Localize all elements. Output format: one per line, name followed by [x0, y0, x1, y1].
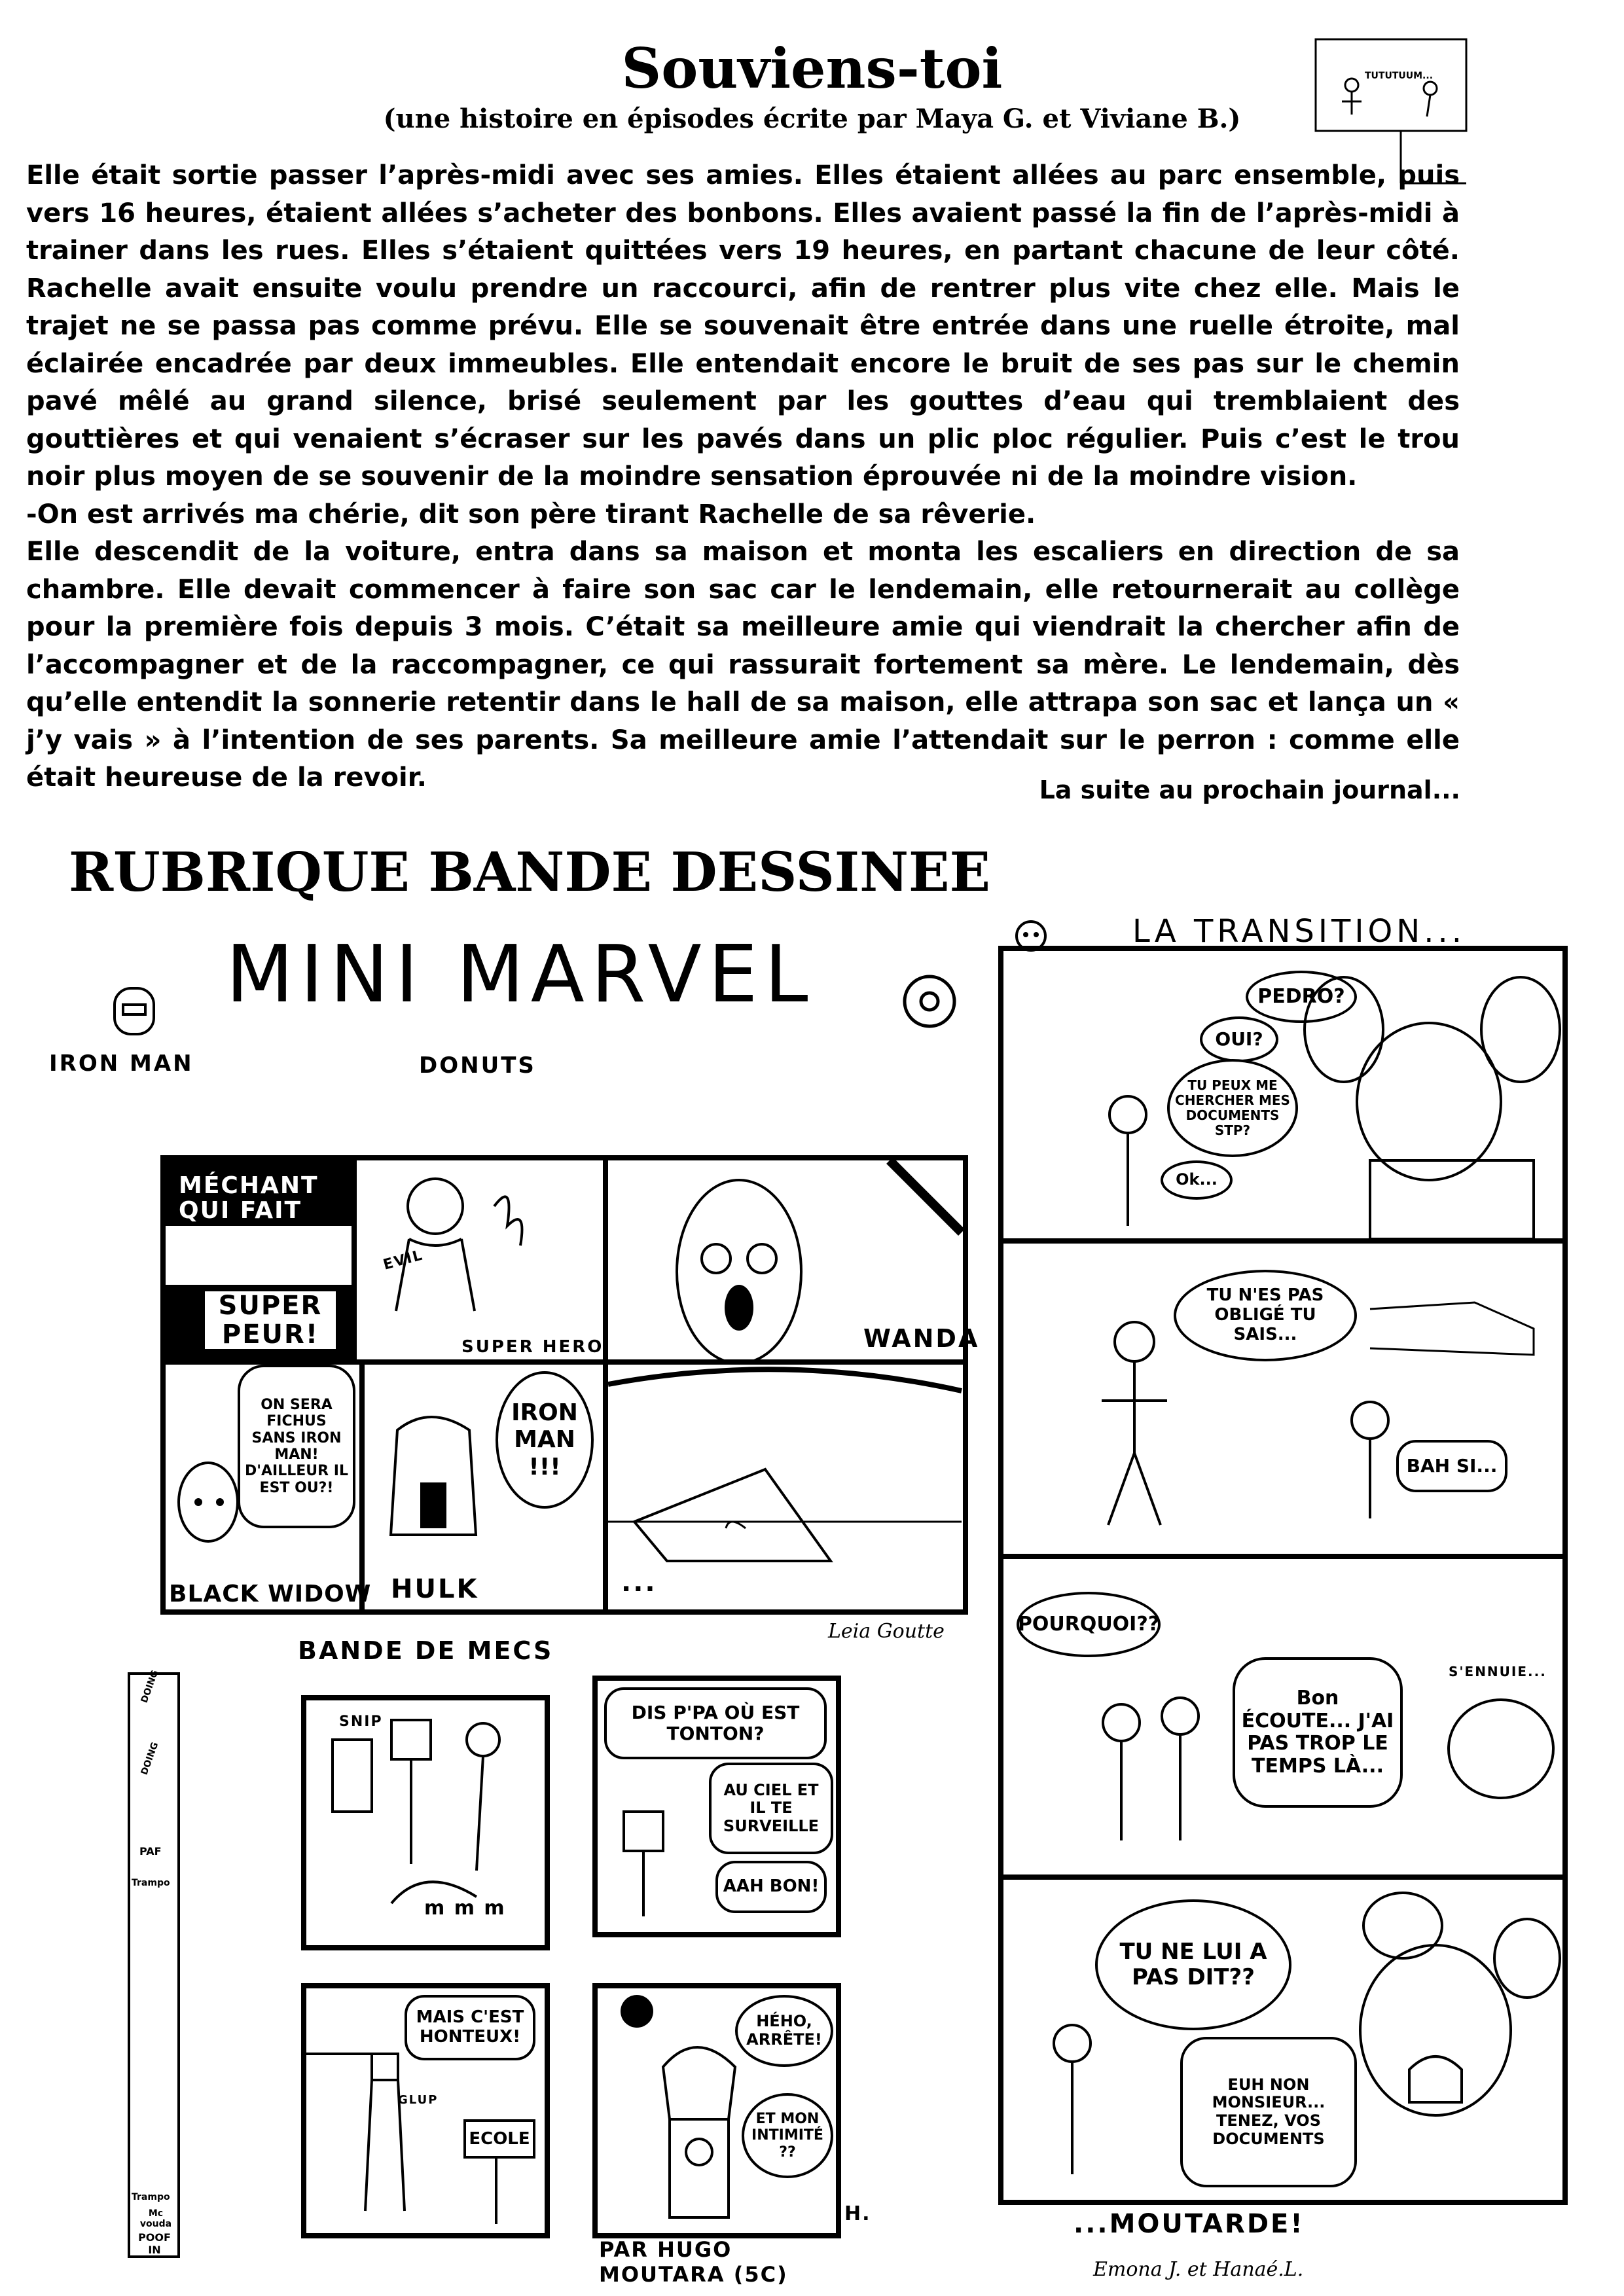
t4-bubble2: EUH NON MONSIEUR... TENEZ, VOS DOCUMENTS: [1180, 2037, 1357, 2187]
panel1-bottom-text: SUPER PEUR!: [205, 1291, 336, 1349]
bande-de-mecs-title: BANDE DE MECS: [298, 1636, 554, 1665]
t2-bubble: TU N'ES PAS OBLIGÉ TU SAIS...: [1174, 1270, 1357, 1361]
panel2-drawing: [370, 1167, 533, 1331]
panel5-caption: HULK: [391, 1574, 479, 1604]
comics-section-title: RUBRIQUE BANDE DESSINEE: [69, 841, 991, 904]
bdm-panel-3: [301, 1983, 550, 2238]
bdm-p3-sign: ECOLE: [463, 2119, 535, 2159]
mini-marvel-panel-2: [352, 1155, 608, 1365]
panel5-drawing: [378, 1404, 509, 1568]
panel5-bubble: IRON MAN !!!: [496, 1371, 594, 1509]
bdm-panel-2: [592, 1676, 841, 1937]
side-strip-word: DOING: [139, 1668, 161, 1705]
bdm-initial: H.: [844, 2202, 871, 2225]
t1-pedro-bubble: PEDRO?: [1246, 971, 1357, 1023]
mini-marvel-panel-5: [359, 1359, 608, 1615]
bdm-credit: PAR HUGO MOUTARA (5C): [599, 2237, 788, 2287]
panel4-caption: BLACK WIDOW: [169, 1581, 372, 1607]
transition-ending: ...MOUTARDE!: [1074, 2209, 1305, 2239]
panel6-drawing: [608, 1365, 962, 1607]
bdm-p3-bubble: MAIS C'EST HONTEUX!: [405, 1995, 535, 2060]
t2-drawing: [1003, 1244, 1566, 1551]
bdm-p2-bubble3: AAH BON!: [715, 1861, 827, 1913]
story-continued: La suite au prochain journal...: [1039, 776, 1460, 804]
transition-title: LA TRANSITION...: [1132, 913, 1466, 950]
label-donuts: DONUTS: [419, 1052, 536, 1079]
t1-drawing: [1003, 951, 1566, 1239]
bdm-p1-sound: m m m: [424, 1897, 506, 1920]
t1-oui-bubble: OUI?: [1200, 1016, 1278, 1062]
t3-bubble1: POURQUOI??: [1017, 1592, 1161, 1657]
transition-frame-2: [998, 1238, 1568, 1559]
panel4-bubble: ON SERA FICHUS SANS IRON MAN! D'AILLEUR IL EST OU?!: [238, 1365, 355, 1528]
t3-bubble2: Bon ÉCOUTE... J'AI PAS TROP LE TEMPS LÀ...: [1233, 1657, 1403, 1808]
side-strip-word: POOF IN: [138, 2231, 171, 2256]
side-strip-word: Mc vouda: [139, 2208, 172, 2229]
bdm-p3-sfx: GLUP: [398, 2093, 439, 2107]
bdm-p2-bubble2: AU CIEL ET IL TE SURVEILLE: [709, 1763, 833, 1854]
side-strip-word: Trampo: [132, 1878, 170, 1888]
side-strip-word: Trampo: [132, 2192, 170, 2202]
panel4-drawing: [169, 1443, 274, 1574]
side-strip: [128, 1668, 180, 2258]
mini-marvel-title: MINI MARVEL: [226, 929, 815, 1020]
panel2-caption: SUPER HERO: [461, 1337, 604, 1357]
bdm-panel-4: [592, 1983, 841, 2238]
mini-marvel-panel-1: [160, 1155, 357, 1365]
bdm-panel-1: [301, 1695, 550, 1950]
t4-drawing: [1003, 1880, 1566, 2200]
bdm-p4-bubble2: ET MON INTIMITÉ ??: [742, 2093, 833, 2178]
panel6-caption: ...: [621, 1568, 657, 1598]
bdm-p3-drawing: [306, 1988, 542, 2231]
side-strip-word: DOING: [139, 1740, 161, 1777]
corner-doodle-text: TUTUTUUM...: [1365, 71, 1434, 81]
story-subtitle: (une histoire en épisodes écrite par Maya G. et Viviane B.): [383, 103, 1241, 134]
bdm-p2-drawing: [611, 1812, 689, 1916]
bdm-p4-bubble1: HÉHO, ARRÊTE!: [735, 1995, 833, 2067]
donut-icon: [900, 972, 959, 1031]
story-paragraph: Elle était sortie passer l’après-midi avec ses amies. Elles étaient allées au parc ensemble, puis vers 16 heures, étaient allées s’acheter des bonbons. Elles avaient passé la fin de l’après-midi à trainer dans les rues. Elles s’étaient quittées vers 19 heures, en partant chacune de leur côté. Rachelle avait ensuite voulu prendre un raccourci, afin de rentrer plus vite chez elle. Mais le trajet ne se passa pas comme prévu. Elle se souvenait être entrée dans une ruelle étroite, mal éclairée encadrée par deux immeubles. Elle entendait encore le bruit de ses pas sur le chemin pavé mêlé au grand silence, brisé seulement par les gouttes d’eau qui tremblaient des gouttières et qui venaient s’écraser sur les pavés dans un plic ploc régulier. Puis c’est le trou noir plus moyen de se souvenir de la moindre sensation éprouvée ni de la moindre vision.: [26, 160, 1460, 492]
t1-request-bubble: TU PEUX ME CHERCHER MES DOCUMENTS STP?: [1167, 1059, 1298, 1157]
ironman-helmet-icon: [111, 985, 157, 1037]
mini-marvel-panel-4: [160, 1359, 372, 1615]
panel2-shirt-text: EVIL: [381, 1247, 425, 1274]
t3-drawing: [1003, 1559, 1566, 1873]
transition-frame-1: [998, 946, 1568, 1244]
mini-marvel-panel-3: [603, 1155, 980, 1365]
side-strip-word: PAF: [139, 1845, 162, 1857]
label-ironman: IRON MAN: [49, 1050, 194, 1077]
panel3-caption: WANDA: [863, 1324, 980, 1353]
t3-sfx: S'ENNUIE...: [1449, 1664, 1547, 1679]
mini-marvel-panel-6: [603, 1359, 968, 1615]
t2-reply-bubble: BAH SI...: [1396, 1440, 1507, 1492]
panel1-top-text: MÉCHANT QUI FAIT: [179, 1172, 319, 1224]
story-body: [26, 157, 1460, 797]
bdm-p1-sfx: SNIP: [339, 1713, 383, 1730]
t4-bubble1: TU NE LUI A PAS DIT??: [1095, 1899, 1291, 2030]
story-title: Souviens-toi: [621, 36, 1003, 101]
transition-credit: Emona J. et Hanaé.L.: [1093, 2258, 1304, 2281]
transition-frame-3: [998, 1554, 1568, 1880]
story-paragraph: -On est arrivés ma chérie, dit son père tirant Rachelle de sa rêverie.: [26, 499, 1036, 529]
bdm-p2-bubble1: DIS P'PA OÙ EST TONTON?: [604, 1687, 827, 1759]
transition-frame-4: [998, 1874, 1568, 2205]
t1-ok-bubble: Ok...: [1161, 1160, 1233, 1200]
story-paragraph: Elle descendit de la voiture, entra dans sa maison et monta les escaliers en direction de sa chambre. Elle devait commencer à faire son sac car le lendemain, elle retournerait au collège pour la première fois depuis 3 mois. C’était sa meilleure amie qui viendrait la chercher afin de l’accompagner et de la raccompagner, ce qui rassurait fortement sa mère. Le lendemain, dès qu’elle entendit la sonnerie retentir dans le hall de sa maison, elle attrapa son sac et lança un « j’y vais » à l’intention de ses parents. Sa meilleure amie l’attendait sur le perron : comme elle était heureuse de la revoir.: [26, 537, 1460, 793]
mini-marvel-signature: Leia Goutte: [828, 1620, 945, 1643]
